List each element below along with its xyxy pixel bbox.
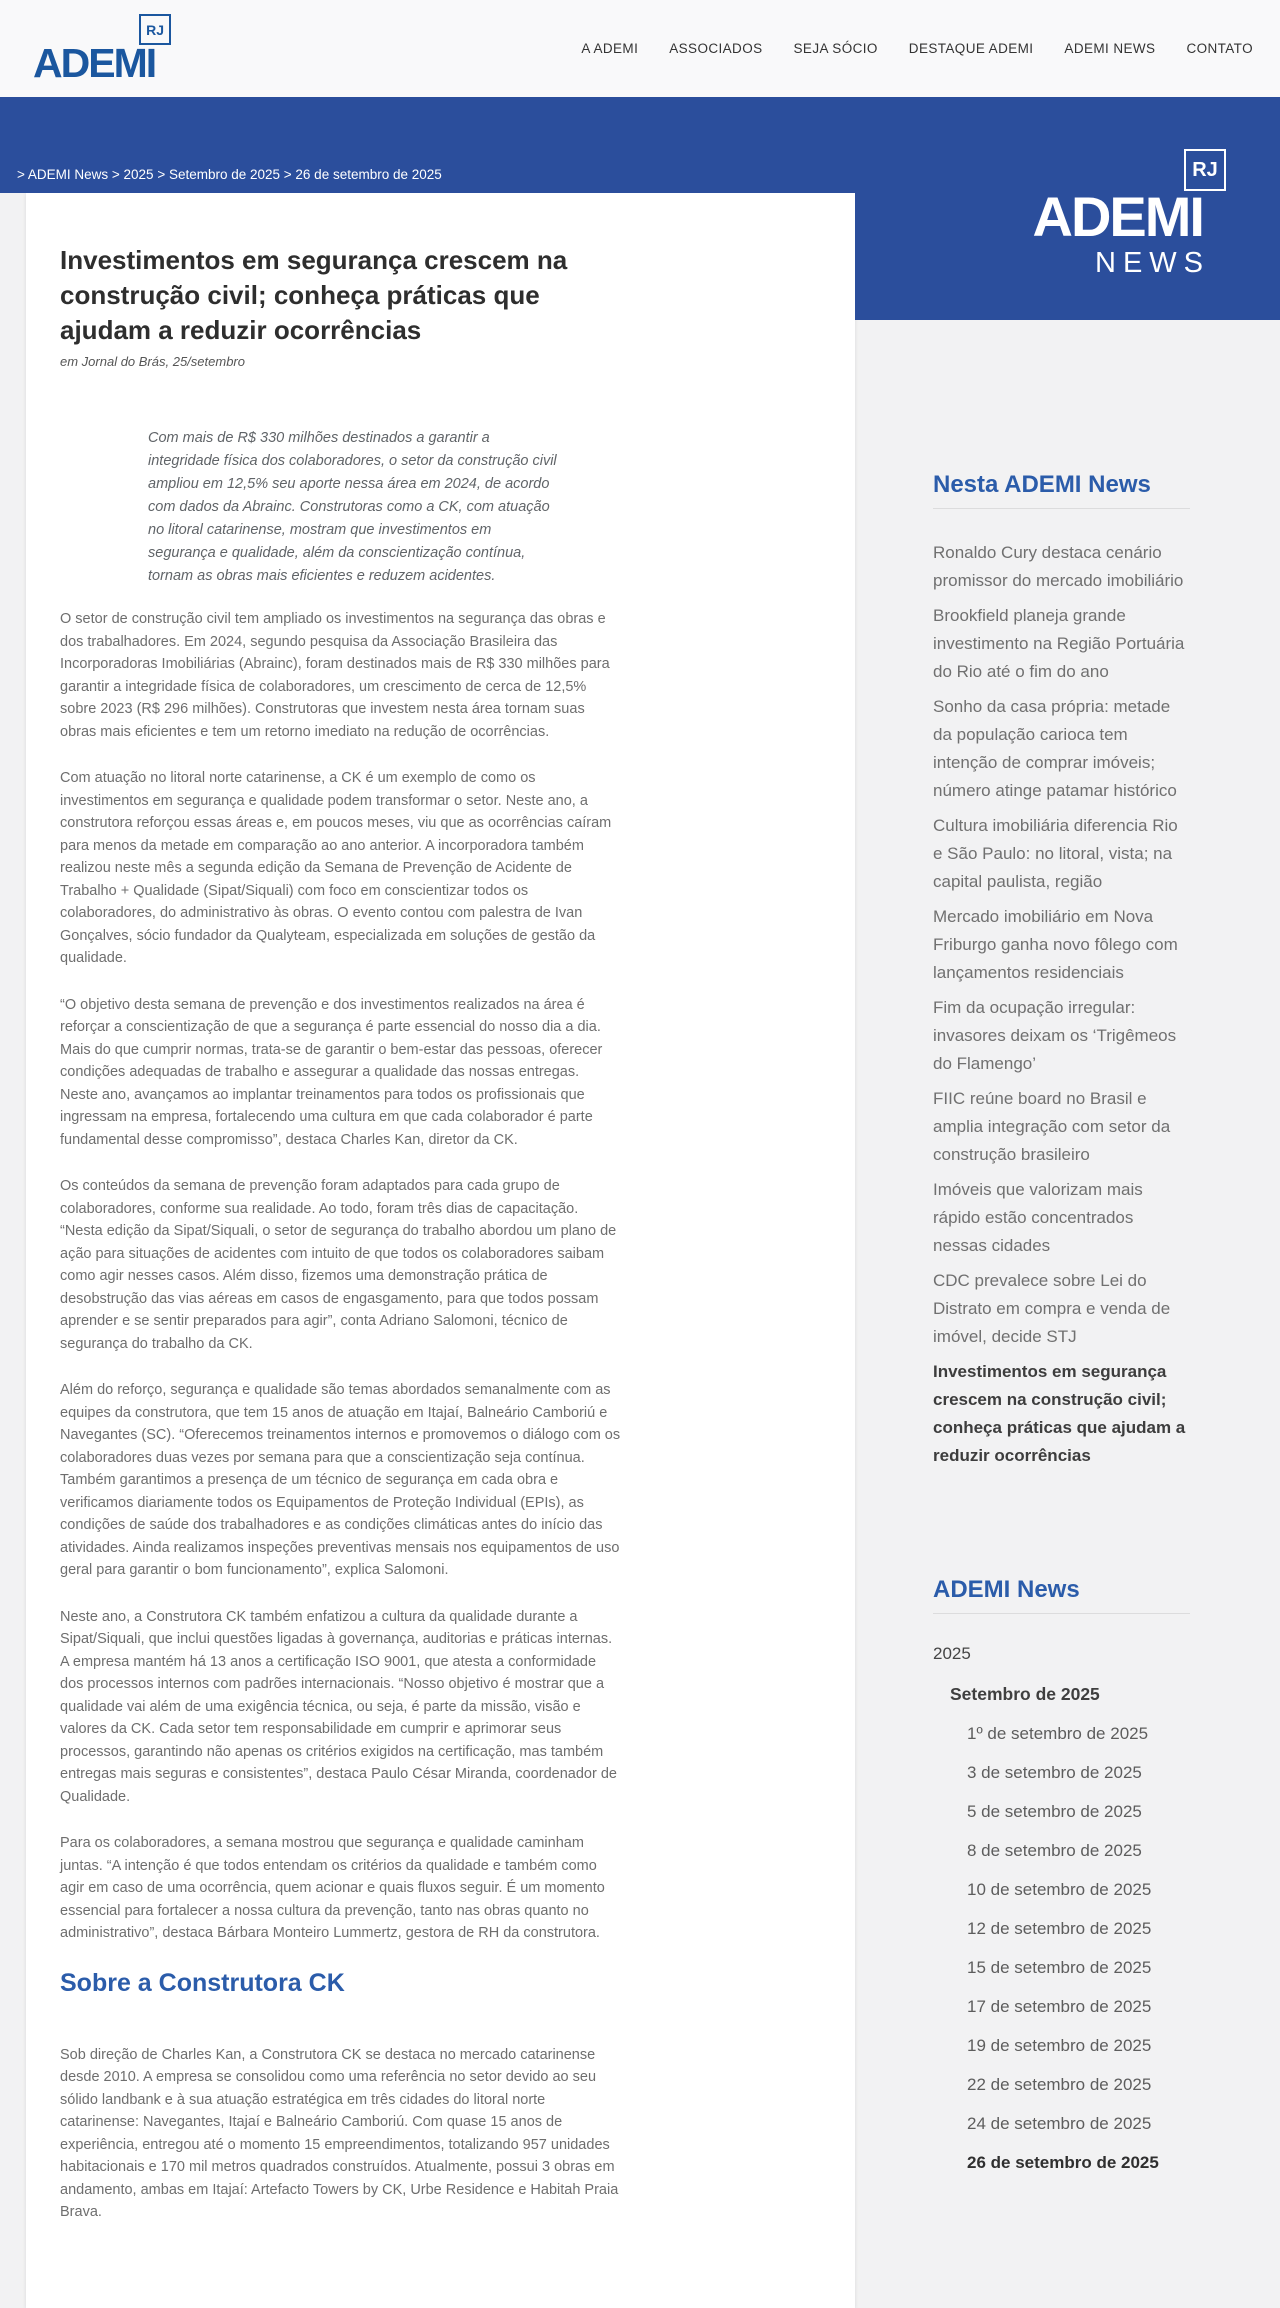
ademi-logo-text: ADEMI (33, 40, 156, 86)
breadcrumb-band (0, 97, 1280, 193)
site-header (0, 0, 1280, 97)
nav-item[interactable]: ASSOCIADOS (669, 41, 763, 56)
nav-item[interactable]: ADEMI NEWS (1064, 41, 1156, 56)
sidebar-inner (855, 320, 1280, 2176)
nav-item[interactable]: DESTAQUE ADEMI (908, 41, 1034, 56)
archive-day-link[interactable]: 8 de setembro de 2025 (967, 1841, 1142, 1860)
article-paragraph: “O objetivo desta semana de prevenção e dos investimentos realizados na área é reforçar a conscientização de que a segurança é parte essencial do nosso dia a dia. Mais do que cumprir normas, trata-se de garantir o bem-estar das pessoas, oferecer condições adequadas de trabalho e assegurar a qualidade das nossas entregas. Neste ano, avançamos ao implantar treinamentos para todos os profissionais que ingressam na empresa, fortalecendo uma cultura em que cada colaborador é parte fundamental desse compromisso”, destaca Charles Kan, diretor da CK. (60, 996, 603, 1148)
sidebar-news-link[interactable]: Brookfield planeja grande investimento na Região Portuária do Rio até o fim do ano (933, 606, 1185, 681)
archive-day-link[interactable]: 19 de setembro de 2025 (967, 2036, 1152, 2055)
nesta-news-list (933, 539, 1190, 1470)
article-byline: em Jornal do Brás, 25/setembro (60, 354, 245, 369)
rj-badge: RJ (139, 14, 171, 45)
article-paragraph: Além do reforço, segurança e qualidade são temas abordados semanalmente com as equipes da construtora, que tem 15 anos de atuação em Itajaí, Balneário Camboriú e Navegantes (SC). “Oferecemos treinamentos internos e promovemos o diálogo com os colaboradores duas vezes por semana para que a conscientização seja contínua. Também garantimos a presença de um técnico de segurança em cada obra e verificamos diariamente todos os Equipamentos de Proteção Individual (EPIs), as condições de saúde dos trabalhadores e as condições climáticas antes do início das atividades. Ainda realizamos inspeções preventivas mensais nos equipamentos de uso geral para garantir o bom funcionamento”, explica Salomoni. (60, 1382, 621, 1578)
sidebar-news-link[interactable]: Cultura imobiliária diferencia Rio e São Paulo: no litoral, vista; na capital paulista, região (933, 816, 1178, 891)
ademi-news-archive-heading: ADEMI News (933, 1575, 1190, 1614)
nav-item[interactable]: A ADEMI (581, 41, 639, 56)
sidebar-news-link[interactable]: Sonho da casa própria: metade da população carioca tem intenção de comprar imóveis; número atinge patamar histórico (933, 697, 1177, 800)
archive-year-link[interactable]: 2025 (933, 1644, 971, 1663)
sidebar-news-link[interactable]: Investimentos em segurança crescem na construção civil; conheça práticas que ajudam a reduzir ocorrências (933, 1362, 1186, 1465)
archive-day-link[interactable]: 1º de setembro de 2025 (967, 1724, 1149, 1743)
archive-month-link[interactable]: Setembro de 2025 (950, 1684, 1100, 1704)
sidebar-news-link[interactable]: CDC prevalece sobre Lei do Distrato em compra e venda de imóvel, decide STJ (933, 1271, 1171, 1346)
archive-day-link[interactable]: 26 de setembro de 2025 (967, 2153, 1159, 2172)
breadcrumb[interactable]: > ADEMI News > 2025 > Setembro de 2025 > 26 de setembro de 2025 (17, 167, 442, 182)
nesta-ademi-news-heading: Nesta ADEMI News (933, 470, 1190, 509)
archive-day-link[interactable]: 17 de setembro de 2025 (967, 1997, 1152, 2016)
section-heading: Sobre a Construtora CK (60, 1968, 345, 1997)
archive-day-link[interactable]: 15 de setembro de 2025 (967, 1958, 1152, 1977)
article-intro: Com mais de R$ 330 milhões destinados a garantir a integridade física dos colaboradores, o setor da construção civil ampliou em 12,5% seu aporte nessa área em 2024, de acordo com dados da Abrainc. Construtoras como a CK, com atuação no litoral catarinense, mostram que investimentos em segurança e qualidade, além da conscientização contínua, tornam as obras mais eficientes e reduzem acidentes. (148, 430, 557, 584)
archive-day-link[interactable]: 24 de setembro de 2025 (967, 2114, 1152, 2133)
ademi-news-logo-text: ADEMI (1032, 185, 1203, 248)
archive-day-link[interactable]: 12 de setembro de 2025 (967, 1919, 1152, 1938)
sidebar (855, 158, 1280, 2189)
rj-badge: RJ (1184, 149, 1226, 191)
sidebar-news-link[interactable]: Imóveis que valorizam mais rápido estão concentrados nessas cidades (933, 1180, 1143, 1255)
article-paragraph: Com atuação no litoral norte catarinense, a CK é um exemplo de como os investimentos em segurança e qualidade podem transformar o setor. Neste ano, a construtora reforçou essas áreas e, em poucos meses, viu que as ocorrências caíram para menos da metade em comparação ao ano anterior. A incorporadora também realizou neste mês a segunda edição da Semana de Prevenção de Acidente de Trabalho + Qualidade (Sipat/Siquali) com foco em conscientizar todos os colaboradores, do administrativo às obras. O evento contou com palestra de Ivan Gonçalves, sócio fundador da Qualyteam, especializada em soluções de gestão da qualidade. (60, 770, 612, 966)
article-card (26, 193, 855, 2308)
ademi-news-logo-box (855, 158, 1280, 320)
ademi-news-logo-sub: NEWS (1095, 247, 1210, 279)
nav-item[interactable]: CONTATO (1186, 41, 1253, 56)
nav-item[interactable]: SEJA SÓCIO (793, 41, 878, 56)
page-title: Investimentos em segurança crescem na construção civil; conheça práticas que ajudam a reduzir ocorrências (60, 245, 568, 345)
article-paragraph: O setor de construção civil tem ampliado os investimentos na segurança das obras e dos trabalhadores. Em 2024, segundo pesquisa da Associação Brasileira das Incorporadoras Imobiliárias (Abrainc), foram destinados mais de R$ 330 milhões para garantir a integridade física de colaboradores, um crescimento de cerca de 12,5% sobre 2023 (R$ 296 milhões). Construtoras que investem nesta área tornam suas obras mais eficientes e tem um retorno imediato na redução de ocorrências. (60, 611, 610, 740)
archive-days-list (967, 1721, 1190, 2176)
archive-block (933, 1575, 1190, 2176)
sidebar-news-link[interactable]: FIIC reúne board no Brasil e amplia integração com setor da construção brasileiro (933, 1089, 1171, 1164)
about-paragraph: Sob direção de Charles Kan, a Construtora CK se destaca no mercado catarinense desde 2010. A empresa se consolidou como uma referência no setor devido ao seu sólido landbank e à sua atuação estratégica em três cidades do litoral norte catarinense: Navegantes, Itajaí e Balneário Camboriú. Com quase 15 anos de experiência, entregou até o momento 15 empreendimentos, totalizando 957 unidades habitacionais e 170 mil metros quadrados construídos. Atualmente, possui 3 obras em andamento, ambas em Itajaí: Artefacto Towers by CK, Urbe Residence e Habitah Praia Brava. (60, 2046, 619, 2220)
article-paragraph: Os conteúdos da semana de prevenção foram adaptados para cada grupo de colaboradores, conforme sua realidade. Ao todo, foram três dias de capacitação. “Nesta edição da Sipat/Siquali, o setor de segurança do trabalho abordou um plano de ação para situações de acidentes com intuito de que todos os colaboradores saibam como agir nesses casos. Além disso, fizemos uma demonstração prática de desobstrução das vias aéreas em casos de engasgamento, para que todos possam aprender e se sentir preparados para agir”, conta Adriano Salomoni, técnico de segurança do trabalho da CK. (60, 1178, 617, 1352)
archive-day-link[interactable]: 10 de setembro de 2025 (967, 1880, 1152, 1899)
ademi-news-logo (1032, 158, 1218, 280)
archive-day-link[interactable]: 5 de setembro de 2025 (967, 1802, 1142, 1821)
article-paragraph: Neste ano, a Construtora CK também enfatizou a cultura da qualidade durante a Sipat/Siquali, que inclui questões ligadas à governança, auditorias e práticas internas. A empresa mantém há 13 anos a certificação ISO 9001, que atesta a conformidade dos processos internos com padrões internacionais. “Nosso objetivo é mostrar que a qualidade vai além de uma exigência técnica, ou seja, é parte da missão, visão e valores da CK. Cada setor tem responsabilidade em cumprir e aprimorar seus processos, garantindo não apenas os critérios exigidos na certificação, mas também entregas mais seguras e consistentes”, destaca Paulo César Miranda, coordenador de Qualidade. (60, 1608, 617, 1805)
ademi-logo[interactable] (33, 16, 165, 86)
article-paragraph: Para os colaboradores, a semana mostrou que segurança e qualidade caminham juntas. “A intenção é que todos entendam os critérios da qualidade e também como agir em caso de uma ocorrência, quem acionar e quais fluxos seguir. É um momento essencial para fortalecer a nossa cultura da prevenção, tanto nas obras quanto no administrativo”, destaca Bárbara Monteiro Lummertz, gestora de RH da construtora. (60, 1835, 605, 1941)
sidebar-news-link[interactable]: Fim da ocupação irregular: invasores deixam os ‘Trigêmeos do Flamengo’ (933, 998, 1177, 1073)
article-body (60, 608, 621, 1945)
archive-day-link[interactable]: 22 de setembro de 2025 (967, 2075, 1152, 2094)
archive-lists (933, 1642, 1190, 2176)
archive-day-link[interactable]: 3 de setembro de 2025 (967, 1763, 1142, 1782)
main-nav (581, 0, 1253, 97)
sidebar-news-link[interactable]: Mercado imobiliário em Nova Friburgo ganha novo fôlego com lançamentos residenciais (933, 907, 1178, 982)
sidebar-news-link[interactable]: Ronaldo Cury destaca cenário promissor do mercado imobiliário (933, 543, 1184, 590)
